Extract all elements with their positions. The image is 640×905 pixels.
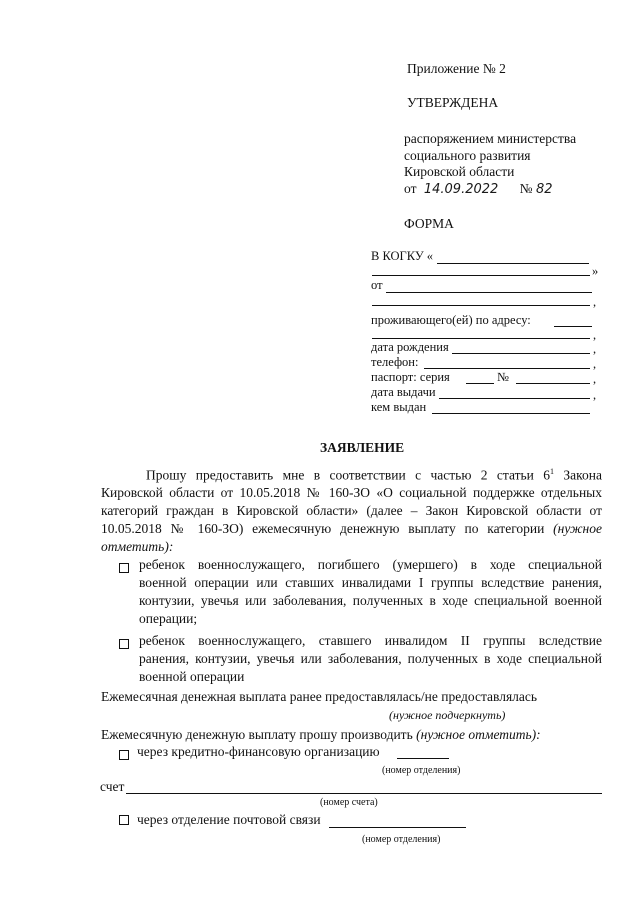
date-prefix: от — [404, 181, 417, 196]
passport-series-label: паспорт: серия — [371, 370, 450, 384]
address-field[interactable] — [554, 326, 592, 327]
comma-2: , — [593, 328, 597, 342]
paragraph-1-line-1: Прошу предоставить мне в соответствии с частью 2 статьи $6^1$ Закона — [146, 467, 602, 483]
close-quote: » — [592, 264, 599, 278]
issued-by-label: кем выдан — [371, 400, 427, 414]
applicant-name-field[interactable] — [386, 292, 592, 293]
issued-by-field[interactable] — [432, 413, 590, 414]
post-branch-note: (номер отделения) — [362, 834, 441, 845]
option-1-line-4: операции; — [139, 611, 198, 626]
address-field-2[interactable] — [372, 338, 590, 339]
underline-note: (нужное подчеркнуть) — [389, 708, 506, 722]
residing-label: проживающего(ей) по адресу: — [371, 313, 531, 327]
option-1-line-3: контузии, увечья или заболевания, полученных в ходе специальной военной — [139, 593, 602, 608]
comma-3: , — [593, 342, 597, 356]
order-date-line — [404, 181, 552, 197]
post-option-label: через отделение почтовой связи — [137, 812, 321, 827]
option-2-line-3: военной операции — [139, 669, 245, 684]
category-2-checkbox[interactable] — [119, 639, 129, 649]
order-line-3: Кировской области — [404, 164, 515, 179]
bank-branch-field[interactable] — [397, 758, 449, 759]
previously-provided-text: Ежемесячная денежная выплата ранее предоставлялась/не предоставлялась — [101, 689, 538, 704]
paragraph-1-line-3: категорий граждан в Кировской области» (далее – Закон Кировской области от — [101, 503, 602, 518]
approved-label: УТВЕРЖДЕНА — [407, 95, 499, 110]
order-line-2: социального развития — [404, 148, 531, 163]
passport-series-field[interactable] — [466, 383, 494, 384]
paragraph-1-line-4: 10.05.2018 № 160-ЗО) ежемесячную денежную выплату по категории (нужное — [101, 521, 602, 536]
issue-date-label: дата выдачи — [371, 385, 436, 399]
organization-field-2[interactable] — [372, 275, 590, 276]
bank-checkbox[interactable] — [119, 750, 129, 760]
statement-title: ЗАЯВЛЕНИЕ — [320, 440, 405, 455]
post-branch-field[interactable] — [329, 827, 466, 828]
passport-no-label: № — [497, 370, 509, 384]
option-1-line-1: ребенок военнослужащего, погибшего (умершего) в ходе специальной — [139, 557, 602, 572]
birth-date-label: дата рождения — [371, 340, 449, 354]
passport-number-field[interactable] — [516, 383, 590, 384]
issue-date-field[interactable] — [439, 398, 590, 399]
account-label: счет — [100, 779, 125, 794]
account-number-note: (номер счета) — [320, 797, 378, 808]
birth-date-field[interactable] — [452, 353, 590, 354]
order-line-1: распоряжением министерства — [404, 131, 577, 146]
comma-5: , — [593, 372, 597, 386]
paragraph-1-line-2: Кировской области от 10.05.2018 № 160-ЗО «О социальной поддержке отдельных — [101, 485, 602, 500]
option-2-line-2: ранения, контузии, увечья или заболевания, полученных в ходе специальной — [139, 651, 602, 666]
paragraph-1-line-5: отметить): — [101, 539, 174, 554]
phone-label: телефон: — [371, 355, 419, 369]
option-2-line-1: ребенок военнослужащего, ставшего инвалидом II группы вследствие — [139, 633, 602, 648]
branch-number-note: (номер отделения) — [382, 765, 461, 776]
applicant-name-field-2[interactable] — [372, 305, 590, 306]
option-1-line-2: военной операции или ставших инвалидами I группы вследствие ранения, — [139, 575, 602, 590]
number-prefix: № — [519, 181, 533, 196]
to-label: В КОГКУ « — [371, 249, 434, 263]
category-1-checkbox[interactable] — [119, 563, 129, 573]
account-number-field[interactable] — [126, 793, 602, 794]
handwritten-number: 82 — [535, 182, 553, 197]
bank-option-label: через кредитно-финансовую организацию — [137, 744, 380, 759]
payment-method-text: Ежемесячную денежную выплату прошу производить (нужное отметить): — [101, 727, 541, 742]
phone-field[interactable] — [424, 368, 590, 369]
comma-4: , — [593, 357, 597, 371]
from-label: от — [371, 278, 383, 292]
handwritten-date: 14.09.2022 — [423, 182, 499, 197]
comma-1: , — [593, 295, 597, 309]
comma-6: , — [593, 388, 597, 402]
post-checkbox[interactable] — [119, 815, 129, 825]
organization-field[interactable] — [437, 263, 589, 264]
appendix-label: Приложение № 2 — [407, 61, 506, 76]
form-label: ФОРМА — [404, 216, 454, 231]
